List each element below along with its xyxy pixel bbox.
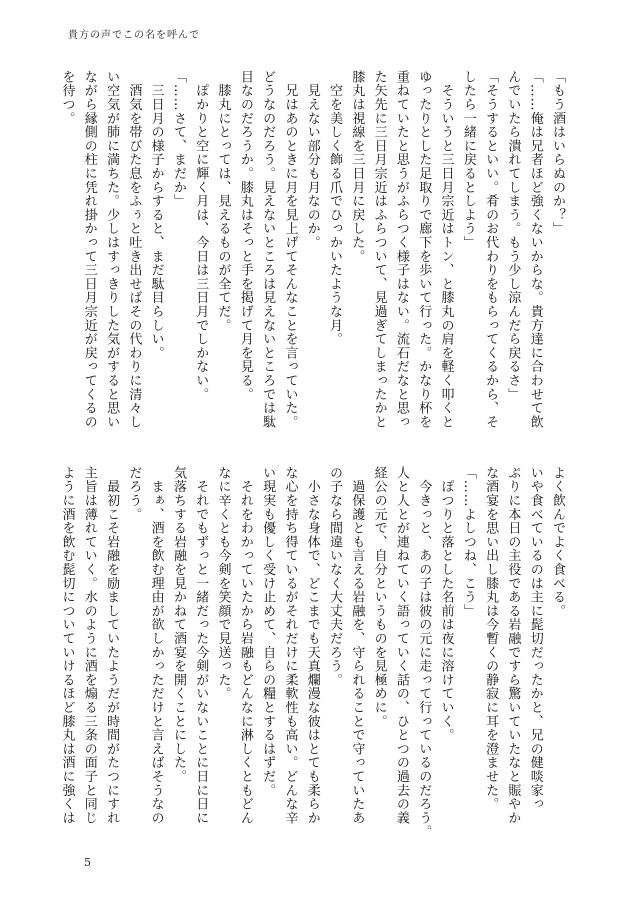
text-line: したら一緒に戻るとしよう」 [460, 70, 476, 250]
text-line: よく飲んでよく食べる。 [550, 466, 565, 618]
text-line: な酒宴を思い出し膝丸は今暫くの静寂に耳を澄ませた。 [483, 466, 499, 811]
text-line: ゆったりとした足取りで廊下を歩いて行った。かなり杯を [416, 70, 432, 429]
page-number: 5 [84, 856, 91, 869]
text-line: だろう。 [126, 466, 142, 522]
text-line: 気落ちする岩融を見かねて酒宴を開くことにした。 [170, 466, 186, 784]
text-line: い空気が肺に満ちた。少しはすっきりした気がすると思い [104, 70, 120, 429]
text-line: 「……さて、まだか」 [170, 70, 186, 208]
text-line: 人と人とが連ねていく語っていく話の、ひとつの過去の義 [393, 466, 409, 825]
text-line: 主旨は薄れていく。水のように酒を煽る三条の面子と同じ [81, 466, 97, 825]
text-line: 見えない部分も月なのか。 [304, 70, 320, 250]
text-line: 兄はあのときに月を見上げてそんなことを言っていた。 [282, 70, 298, 429]
text-line: 重ねていたと思うがふらつく様子はない。流石だなと思っ [393, 70, 409, 429]
text-line: ぽつりと落とした名前は夜に溶けていく。 [438, 466, 454, 742]
text-line: 最初こそ岩融を励ましていたようだが時間がたつにすれ [104, 466, 120, 825]
text-line: 「もう酒はいらぬのか？」 [550, 70, 565, 236]
text-block-top [59, 70, 568, 445]
text-line: いや食べているのは主に髭切だったかと、兄の健啖家っ [527, 466, 543, 811]
text-line: 膝丸は視線を三日月に戻した。 [349, 70, 365, 264]
text-line: を待つ。 [59, 70, 75, 126]
text-line: ぽかりと空に輝く月は、今日は三日月でしかない。 [193, 70, 209, 402]
text-line: まぁ、酒を飲む理由が欲しかっただけと言えばそうなの [148, 466, 164, 825]
text-line: ながら縁側の柱に凭れ掛かって三日月宗近が戻ってくるの [81, 70, 97, 429]
text-line: 経公の元で、自分というものを見極めに。 [371, 466, 387, 729]
text-line: それでもずっと一緒だった今剣がいないことに日に日に [193, 466, 209, 825]
text-line: なに辛くとも今剣を笑顔で見送った。 [215, 466, 231, 701]
text-line: ように酒を飲む髭切についていけるほど膝丸は酒に強くは [59, 466, 75, 825]
text-block-bottom [59, 466, 568, 840]
text-line: の子なら間違いなく大丈夫だろう。 [327, 466, 343, 687]
text-line: そういうと三日月宗近はトン、と膝丸の肩を軽く叩くと [438, 70, 454, 429]
text-line: それをわかっていたから岩融もどんなに淋しくともどん [237, 466, 253, 825]
text-line: 「……よしつね、こう」 [460, 466, 476, 618]
text-line: 今きっと、あの子は彼の元に走って行っているのだろう。 [416, 466, 432, 839]
text-line: 酒気を帯びた息をふぅと吐き出せばその代わりに清々し [126, 70, 142, 429]
text-line: い現実も優しく受け止めて、自らの糧とするはずだ。 [260, 466, 276, 798]
text-line: ぷりに本日の主役である岩融ですら驚いていたなと賑やか [505, 466, 521, 825]
text-line: 目なのだろうか。膝丸はそっと手を掲げて月を見る。 [237, 70, 253, 402]
text-line: た矢先に三日月宗近はふらついて、見過ぎてしまったかと [371, 70, 387, 429]
text-line: 過保護とも言える岩融を、守られることで守っていたあ [349, 466, 365, 825]
running-header-title: 貴方の声でこの名を呼んで [68, 30, 200, 41]
text-line: 小さな身体で、どこまでも天真爛漫な彼はとても柔らか [304, 466, 320, 825]
text-line: 膝丸にとっては、見えるものが全てだ。 [215, 70, 231, 333]
text-line: んでいたら潰れてしまう。もう少し涼んだら戻るさ」 [505, 70, 521, 402]
text-line: 「そうするといい。肴のお代わりをもらってくるから、そ [483, 70, 499, 429]
text-line: 空を美しく飾る爪でひっかいたような月。 [327, 70, 343, 346]
text-line: どうなのだろう。見えないところは見えないところでは駄 [260, 70, 276, 429]
text-line: 「……俺は兄者ほど強くないからな。貴方達に合わせて飲 [527, 70, 543, 429]
text-line: 三日月の様子からすると、まだ駄目らしい。 [148, 70, 164, 360]
text-line: な心を持ち得ているがそれだけに柔軟性も高い。どんな辛 [282, 466, 298, 825]
